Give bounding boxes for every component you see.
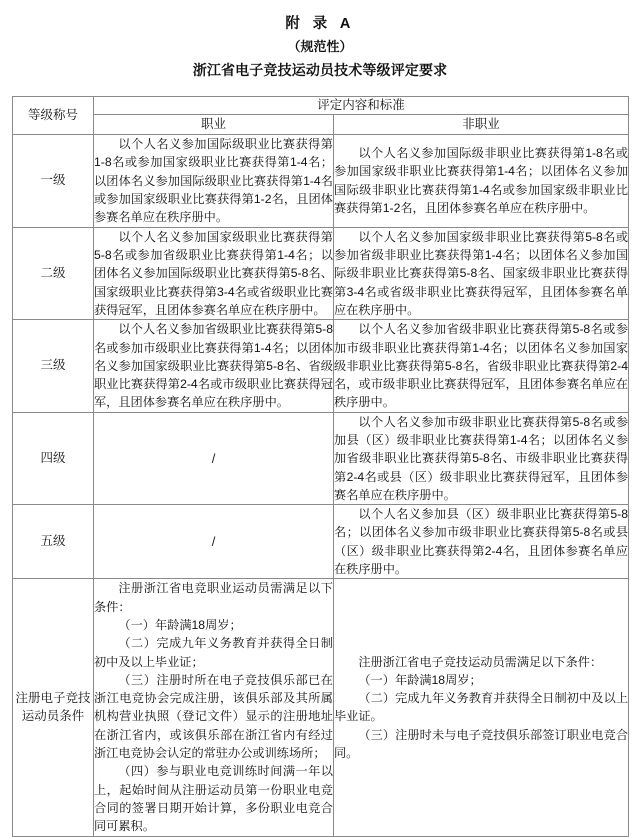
paragraph: 以个人名义参加省级职业比赛获得第5-8名或参加市级职业比赛获得第1-4名；以团体名义参加国家级职业比赛获得第5-8名、省级职业比赛获得第2-4名或市级职业比赛获得冠军，且团体参赛名单应在秩序册中。 (94, 322, 333, 410)
paragraph: 以个人名义参加国际级非职业比赛获得第1-8名或参加国家级非职业比赛获得第1-4名；以团体名义参加国际级非职业比赛获得第1-4名或参加国家级非职业比赛获得第1-2名，且团体参赛名单应在秩序册中。 (334, 146, 629, 216)
cell-professional-registration (94, 579, 334, 836)
cell-non-professional-level-3 (334, 320, 629, 412)
grade-label-level-5: 五级 (13, 505, 94, 579)
header-criteria: 评定内容和标准 (94, 96, 629, 114)
cell-professional-level-2 (94, 227, 334, 319)
paragraph: 以个人名义参加国际级职业比赛获得第1-8名或参加国家级职业比赛获得第1-4名；以团体名义参加国际级职业比赛获得第1-4名或参加国家级职业比赛获得第1-2名，且团体参赛名单应在秩序册中。 (94, 136, 333, 225)
normative-label: （规范性） (287, 38, 353, 54)
paragraph: （三）注册时所在电子竞技俱乐部已在浙江电竞协会完成注册，该俱乐部及其所属机构营业执照（登记文件）显示的注册地址在浙江省内，或该俱乐部在浙江省内有经过浙江电竞协会认定的常驻办公或训练场所； (94, 672, 333, 761)
cell-non-professional-registration (334, 579, 629, 836)
table-header-row-1 (13, 96, 629, 114)
header-non-professional: 非职业 (334, 114, 629, 134)
cell-professional-level-3 (94, 320, 334, 412)
paragraph: 注册浙江省电子竞技运动员需满足以下条件： (358, 654, 603, 669)
appendix-label: 附 录 A (285, 16, 355, 32)
paragraph: （二）完成九年义务教育并获得全日制初中及以上毕业证。 (334, 691, 629, 724)
paragraph: （一）年龄满18周岁； (118, 617, 242, 632)
paragraph: 以个人名义参加省级非职业比赛获得第5-8名或参加市级非职业比赛获得第1-4名；以团体名义参加国家级非职业比赛获得第5-8名，省级非职业比赛获得第2-4名，或市级非职业比赛获得冠军，且团体参赛名单应在秩序册中。 (334, 322, 629, 410)
table-row-registration (13, 579, 629, 836)
cell-non-professional-level-1 (334, 134, 629, 227)
table-row (13, 505, 629, 579)
table-row (13, 134, 629, 227)
grade-label-level-1: 一级 (13, 134, 94, 227)
table-header-row-2 (13, 114, 629, 134)
paragraph: （四）参与职业电竞训练时间满一年以上，起始时间从注册运动员第一份职业电竞合同的签署日期开始计算，多份职业电竞合同可累积。 (94, 764, 333, 834)
paragraph: （三）注册时未与电子竞技俱乐部签订职业电竞合同。 (334, 727, 629, 761)
paragraph: （二）完成九年义务教育并获得全日制初中及以上毕业证； (94, 636, 333, 669)
paragraph: 以个人名义参加县（区）级非职业比赛获得第5-8名；以团体名义参加市级非职业比赛获得第5-8名或县（区）级非职业比赛获得第2-4名，且团体参赛名单应在秩序册中。 (334, 507, 629, 577)
paragraph: 注册浙江省电竞职业运动员需满足以下条件： (94, 581, 333, 614)
page-title: 浙江省电子竞技运动员技术等级评定要求 (192, 61, 448, 78)
grade-label-level-2: 二级 (13, 227, 94, 319)
paragraph: 以个人名义参加国家级非职业比赛获得第5-8名或参加省级非职业比赛获得第1-4名；以团体名义参加国际级非职业比赛获得第5-8名、国家级非职业比赛获得第3-4名或省级非职业比赛获得冠军，且团体参赛名单应在秩序册中。 (334, 229, 629, 317)
cell-non-professional-level-2 (334, 227, 629, 319)
table-row (13, 320, 629, 412)
document-heading (0, 0, 640, 84)
grade-requirements-table (12, 96, 629, 837)
cell-professional-level-1 (94, 134, 334, 227)
table-row (13, 227, 629, 319)
paragraph: 以个人名义参加市级非职业比赛获得第5-8名或参加县（区）级非职业比赛获得第1-4名；以团体名义参加省级非职业比赛获得第5-8名、市级非职业比赛获得第2-4名或县（区）级非职业比赛获得冠军，且团体参赛名单应在秩序册中。 (334, 414, 629, 502)
grade-label-level-3: 三级 (13, 320, 94, 412)
cell-professional-level-5: / (94, 505, 334, 579)
cell-professional-level-4: / (94, 412, 334, 504)
grade-label-registration: 注册电子竞技运动员条件 (13, 579, 94, 836)
paragraph: 以个人名义参加国家级职业比赛获得第5-8名或参加省级职业比赛获得第1-4名；以团体名义参加国际级职业比赛获得第5-8名、国家级职业比赛获得第3-4名或省级职业比赛获得冠军，且团体参赛名单应在秩序册中。 (94, 229, 333, 317)
grade-label-level-4: 四级 (13, 412, 94, 504)
header-grade-name: 等级称号 (13, 96, 94, 134)
table-row (13, 412, 629, 504)
header-professional: 职业 (94, 114, 334, 134)
cell-non-professional-level-5 (334, 505, 629, 579)
cell-non-professional-level-4 (334, 412, 629, 504)
spec-table-wrapper (12, 96, 628, 837)
paragraph: （一）年龄满18周岁； (358, 672, 482, 687)
